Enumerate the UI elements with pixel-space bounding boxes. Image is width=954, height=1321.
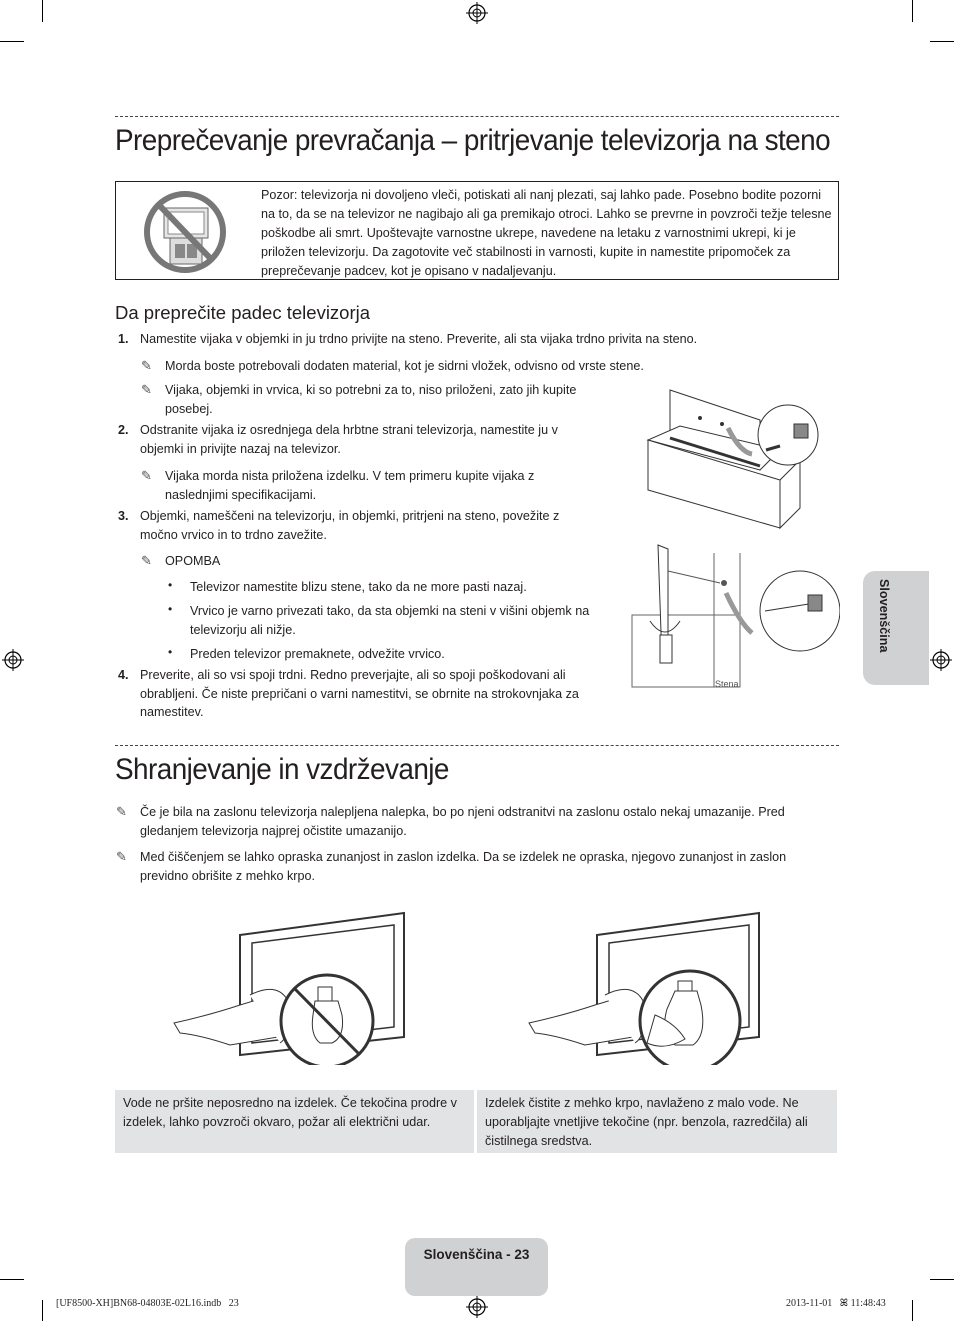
wall-label: Stena (715, 679, 739, 689)
caption-no-spray: Vode ne pršite neposredno na izdelek. Če tekočina prodre v izdelek, lahko povzroči okvaro, požar ali električni udar. (115, 1090, 474, 1153)
step-text: Namestite vijaka v objemki in ju trdno privijte na steno. Preverite, ali sta vijaka trdno privita na steno. (140, 332, 698, 346)
note-text: Morda boste potrebovali dodaten material, kot je sidrni vložek, odvisno od vrste stene. (165, 359, 644, 373)
crop-mark (930, 41, 954, 42)
step-number: 3. (118, 509, 129, 523)
language-side-tab (863, 571, 929, 685)
note-text: Vijaka, objemki in vrvica, ki so potrebni za to, niso priloženi, zato jih kupite posebej. (165, 383, 577, 416)
crop-mark (42, 1300, 43, 1321)
registration-mark-icon (930, 649, 952, 671)
no-climbing-warning-icon (142, 190, 228, 274)
no-spray-cleaning-illustration (170, 905, 420, 1065)
step-number: 1. (118, 332, 129, 346)
bullet-text: Vrvico je varno privezati tako, da sta objemki na steni v višini objemk na televizorju ali nižje. (190, 604, 590, 637)
page-number-tab (405, 1238, 548, 1296)
crop-mark (912, 1300, 913, 1321)
step-text: Odstranite vijaka iz osrednjega dela hrbtne strani televizorja, namestite ju v objemki in privijte nazaj na televizor. (140, 423, 558, 456)
crop-mark (42, 0, 43, 22)
note-icon: ✎ (141, 358, 152, 373)
side-tab-label: Slovenščina (877, 579, 891, 653)
crop-mark (0, 41, 24, 42)
registration-mark-icon (466, 2, 488, 24)
step-text: Preverite, ali so vsi spoji trdni. Redno preverjajte, ali so spoji poškodovani ali obrabljeni. Če niste prepričani o varni namestitvi, se obrnite na strokovnjaka za namestitev. (140, 668, 579, 719)
crop-mark (912, 0, 913, 22)
subsection-title: Da preprečite padec televizorja (115, 302, 371, 323)
step-text: Objemki, nameščeni na televizorju, in objemki, pritrjeni na steno, povežite z močno vrvico in to trdno zavežite. (140, 509, 560, 542)
bullet-text: Preden televizor premaknete, odvežite vrvico. (190, 647, 445, 661)
section-divider (115, 745, 839, 746)
bullet-text: Televizor namestite blizu stene, tako da ne more pasti nazaj. (190, 580, 527, 594)
bullet-icon: • (168, 578, 173, 592)
bullet-icon: • (168, 645, 173, 659)
note-label: OPOMBA (165, 554, 221, 568)
crop-mark (930, 1279, 954, 1280)
section-divider (115, 116, 839, 117)
note-icon: ✎ (141, 382, 152, 397)
footer-timestamp: 2013-11-01 ꕤ 11:48:43 (786, 1298, 886, 1309)
section-title: Preprečevanje prevračanja – pritrjevanje televizorja na steno (115, 124, 831, 157)
step-number: 4. (118, 668, 129, 682)
note-icon: ✎ (141, 553, 152, 568)
bullet-icon: • (168, 602, 173, 616)
note-icon: ✎ (116, 849, 127, 864)
step-number: 2. (118, 423, 129, 437)
soft-cloth-cleaning-illustration (525, 905, 775, 1065)
warning-box (115, 181, 839, 280)
note-text: Če je bila na zaslonu televizorja nalepljena nalepka, bo po njeni odstranitvi na zaslonu ostalo nekaj umazanije. Pred gledanjem televizorja najprej očistite umazanijo. (140, 805, 785, 838)
note-text: Vijaka morda nista priložena izdelku. V tem primeru kupite vijaka z naslednjimi specifikacijami. (165, 469, 535, 502)
wall-mount-cord-illustration (630, 543, 840, 693)
footer-file-info: [UF8500-XH]BN68-04803E-02L16.indb 23 (56, 1298, 239, 1309)
note-icon: ✎ (141, 468, 152, 483)
registration-mark-icon (466, 1296, 488, 1318)
note-text: Med čiščenjem se lahko opraska zunanjost in zaslon izdelka. Da se izdelek ne opraska, njegovo zunanjost in zaslon previdno obrišite z mehko krpo. (140, 850, 787, 883)
tv-back-screw-illustration (640, 380, 840, 530)
section-title: Shranjevanje in vzdrževanje (115, 753, 449, 786)
crop-mark (0, 1279, 24, 1280)
caption-soft-cloth: Izdelek čistite z mehko krpo, navlaženo z malo vode. Ne uporabljajte vnetljive tekočine (npr. benzola, razredčila) ali čistilnega sredstva. (477, 1090, 837, 1153)
page-number: Slovenščina - 23 (423, 1247, 530, 1262)
registration-mark-icon (2, 649, 24, 671)
warning-text: Pozor: televizorja ni dovoljeno vleči, potiskati ali nanj plezati, saj lahko pade. Posebno bodite pozorni na to, da se na televizor ne nagibajo ali ga premikajo otroci. Lahko se prevrne in povzroči težje telesne poškodbe ali smrt. Upoštevajte varnostne ukrepe, navedene na letaku z varnostnimi ukrepi, ki je priložen televizorju. Da zagotovite več stabilnosti in varnosti, kupite in namestite pripomoček za preprečevanje padcev, kot je opisano v nadaljevanju. (261, 188, 832, 278)
note-icon: ✎ (116, 804, 127, 819)
